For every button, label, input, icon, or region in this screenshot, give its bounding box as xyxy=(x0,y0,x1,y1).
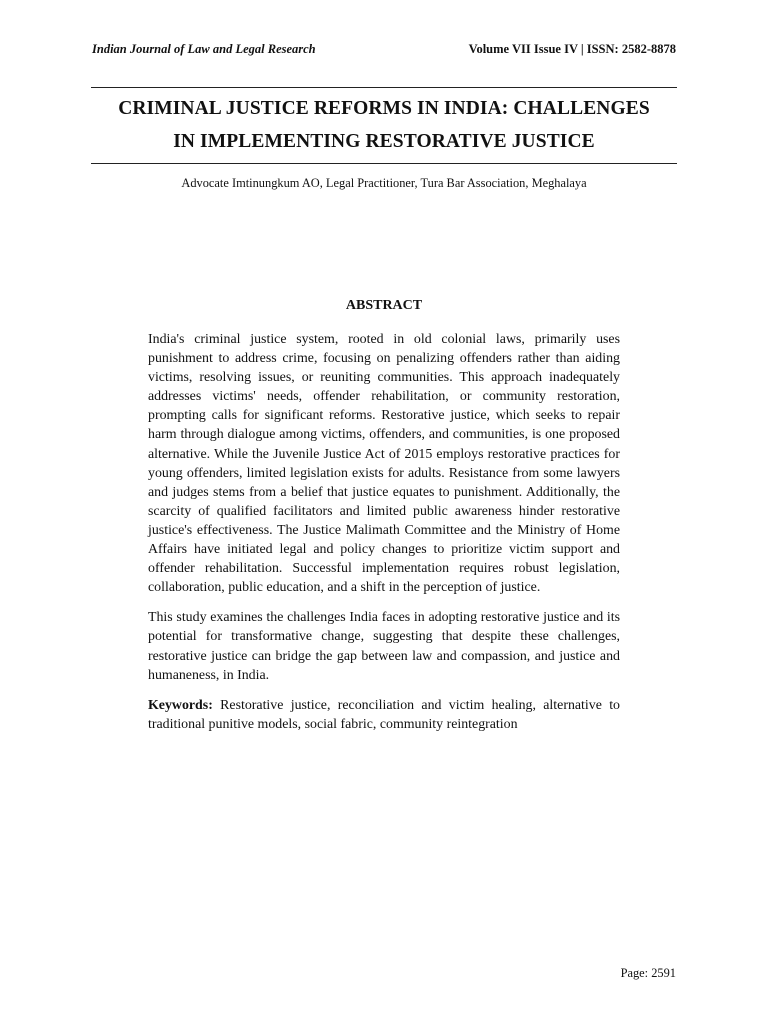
paper-title xyxy=(91,92,677,158)
running-header xyxy=(92,42,676,57)
author-line: Advocate Imtinungkum AO, Legal Practitioner, Tura Bar Association, Meghalaya xyxy=(181,176,587,190)
keywords-paragraph xyxy=(148,696,620,734)
title-top-rule xyxy=(91,87,677,88)
abstract-paragraph-2: This study examines the challenges India faces in adopting restorative justice and its potential for transformative change, suggesting that despite these challenges, restorative justice can bridge the gap between law and compassion, and justice and humaneness, in India. xyxy=(148,610,620,683)
keywords-label: Keywords: xyxy=(148,697,213,713)
paper-title-line-2: IN IMPLEMENTING RESTORATIVE JUSTICE xyxy=(173,131,595,152)
journal-name: Indian Journal of Law and Legal Research xyxy=(92,42,316,56)
abstract-heading: ABSTRACT xyxy=(345,298,423,313)
volume-issn: Volume VII Issue IV | ISSN: 2582-8878 xyxy=(468,42,676,56)
title-bottom-rule xyxy=(91,163,677,164)
abstract-body xyxy=(148,330,620,745)
page-number: Page: 2591 xyxy=(620,966,676,980)
paper-title-line-1: CRIMINAL JUSTICE REFORMS IN INDIA: CHALLENGES xyxy=(118,98,650,119)
abstract-paragraph-1: India's criminal justice system, rooted in old colonial laws, primarily uses punishment to address crime, focusing on penalizing offenders rather than aiding victims, resolving issues, or reuniting communities. This approach inadequately addresses victims' needs, offender rehabilitation, or community restoration, prompting calls for significant reforms. Restorative justice, which seeks to repair harm through dialogue among victims, offenders, and communities, is one proposed alternative. While the Juvenile Justice Act of 2015 employs restorative practices for young offenders, limited legislation exists for adults. Resistance from some lawyers and judges stems from a belief that justice equates to punishment. Additionally, the scarcity of qualified facilitators and limited public awareness hinder restorative justice's effectiveness. The Justice Malimath Committee and the Ministry of Home Affairs have initiated legal and policy changes to prioritize victim support and offender rehabilitation. Successful implementation requires robust legislation, collaboration, public education, and a shift in the perception of justice. xyxy=(148,332,620,596)
keywords-text: Restorative justice, reconciliation and victim healing, alternative to traditional punitive models, social fabric, community reintegration xyxy=(148,697,620,732)
